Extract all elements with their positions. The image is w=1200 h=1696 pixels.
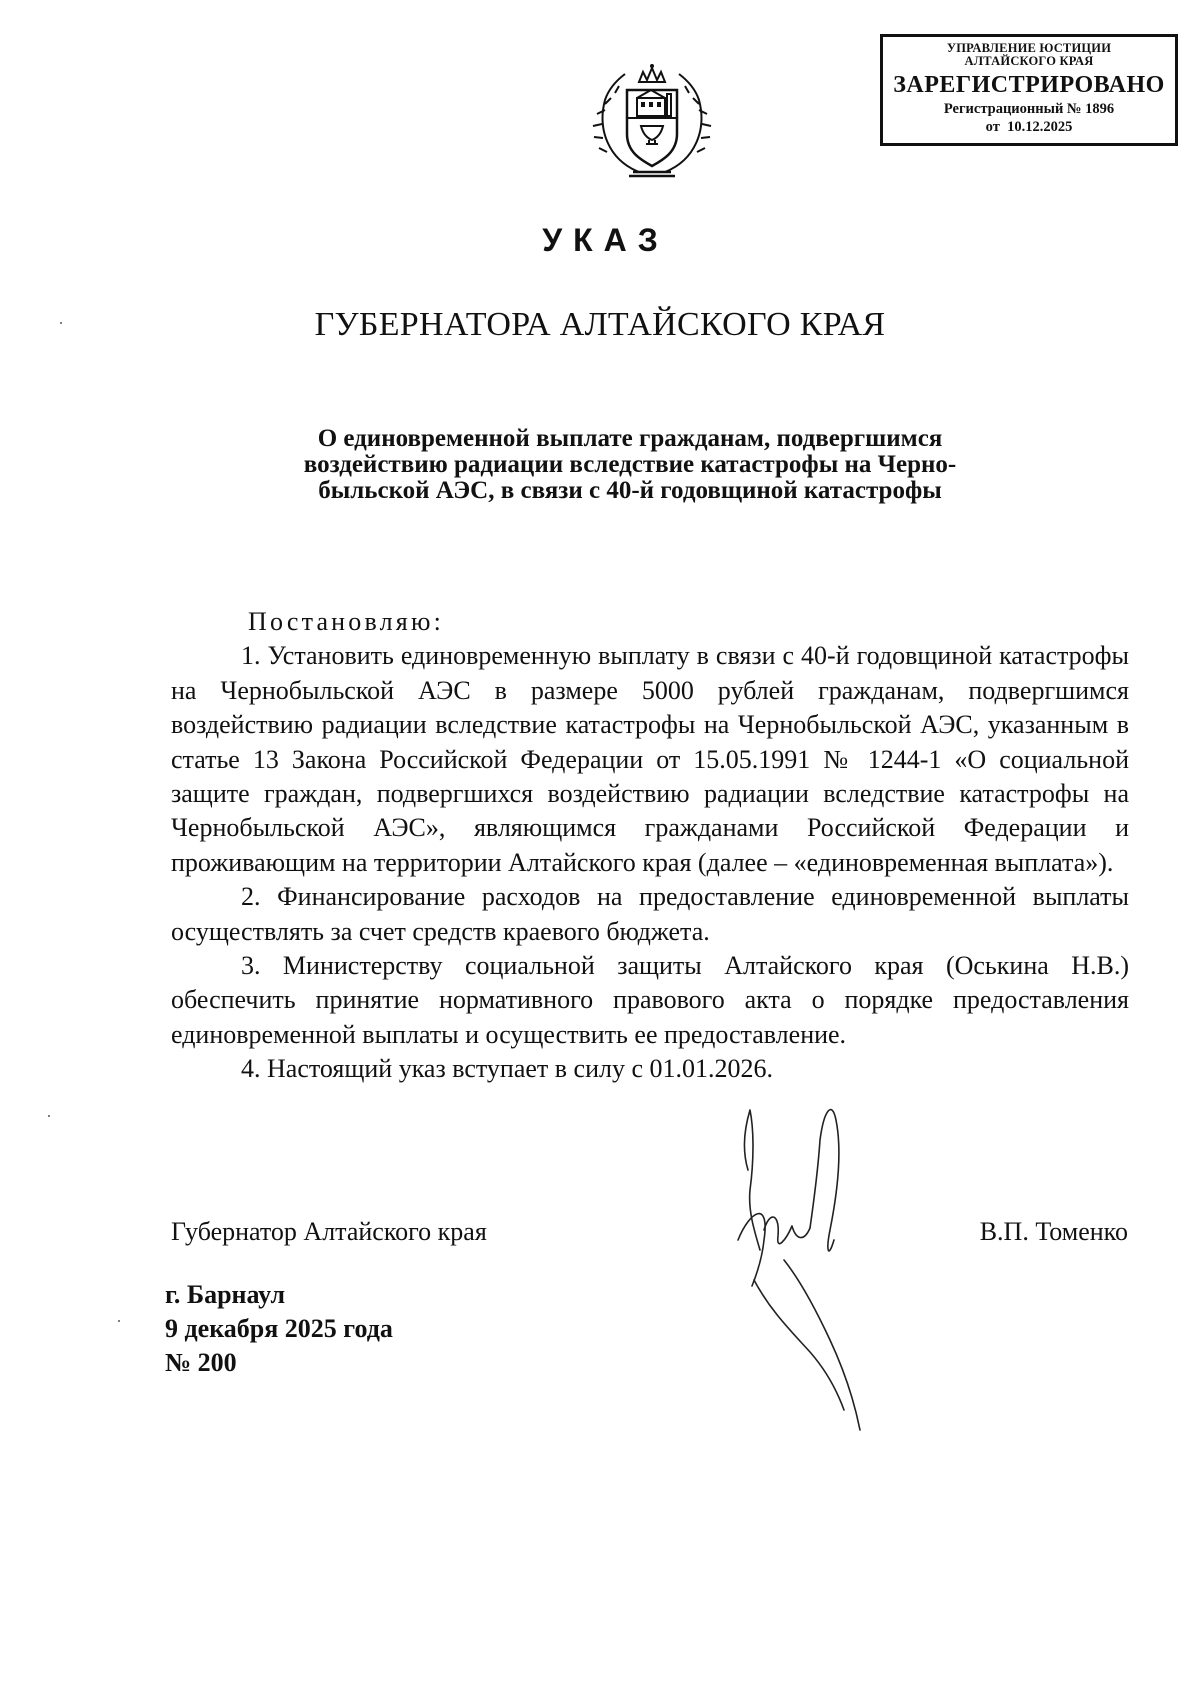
issue-date: 9 декабря 2025 года [165, 1314, 393, 1343]
registration-stamp [880, 34, 1178, 146]
issue-details [165, 1278, 393, 1380]
stamp-reg-number: Регистрационный № 1896 [943, 101, 1115, 117]
decree-item-1: 1. Установить единовременную выплату в связи с 40-й годовщиной катастрофы на Чернобыльской АЭС в размере 5000 рублей гражданам, подвергшимся воздействию радиации вследствие катастрофы на Чернобыльской АЭС, указанным в статье 13 Закона Российской Федерации от 15.05.1991 № 1244-1 «О социальной защите граждан, подвергшихся воздействию радиации вследствие катастрофы на Чернобыльской АЭС», являющимся гражданами Российской Федерации и проживающим на территории Алтайского края (далее – «единовременная выплата»). [171, 641, 1129, 877]
subject-line-1: О единовременной выплате гражданам, подвергшимся [317, 425, 943, 452]
stamp-org-line2: АЛТАЙСКОГО КРАЯ [964, 54, 1094, 68]
coat-of-arms-icon [591, 60, 713, 186]
stamp-reg-date: от 10.12.2025 [985, 119, 1073, 135]
document-type: УКАЗ [542, 222, 669, 258]
decree-item-2: 2. Финансирование расходов на предоставление единовременной выплаты осуществлять за счет средств краевого бюджета. [171, 882, 1129, 946]
signatory-position: Губернатор Алтайского края [171, 1217, 487, 1246]
decree-intro: Постановляю: [248, 607, 445, 636]
scan-speck [60, 322, 62, 324]
decree-number: № 200 [165, 1348, 237, 1377]
scan-speck [118, 1320, 120, 1322]
issuer-title: ГУБЕРНАТОРА АЛТАЙСКОГО КРАЯ [314, 306, 886, 343]
subject-line-3: быльской АЭС, в связи с 40-й годовщиной катастрофы [318, 477, 942, 504]
stamp-org-line1: УПРАВЛЕНИЕ ЮСТИЦИИ [946, 41, 1112, 55]
handwritten-signature [720, 1090, 940, 1450]
stamp-status: ЗАРЕГИСТРИРОВАНО [893, 72, 1165, 98]
decree-item-4: 4. Настоящий указ вступает в силу с 01.01.2026. [241, 1054, 774, 1084]
subject-line-2: воздействию радиации вследствие катастрофы на Черно- [303, 451, 957, 478]
signatory-name: В.П. Томенко [979, 1217, 1128, 1246]
decree-subject [250, 426, 1010, 504]
decree-item-3: 3. Министерству социальной защиты Алтайского края (Оськина Н.В.) обеспечить принятие нормативного правового акта о порядке предоставления единовременной выплаты и осуществить ее предоставление. [171, 951, 1129, 1049]
scan-speck [48, 1115, 50, 1117]
decree-body [171, 605, 1129, 1087]
issue-city: г. Барнаул [165, 1280, 286, 1309]
